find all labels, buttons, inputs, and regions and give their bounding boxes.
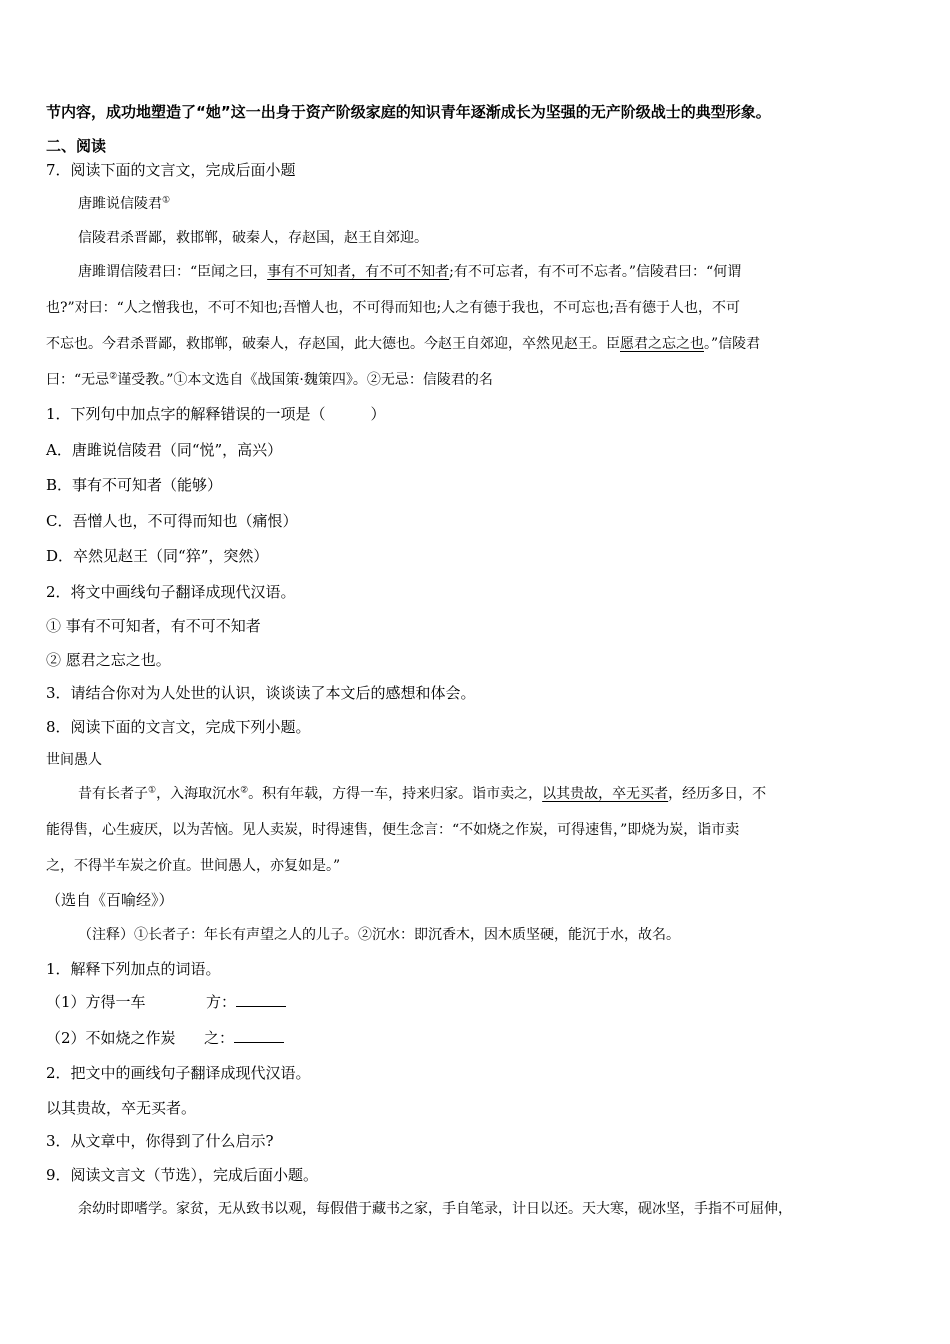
- q8-sub1-item-1-text: （1）方得一车: [46, 993, 146, 1011]
- q7-title: [78, 194, 170, 214]
- q7-option-d: D．卒然见赵王（同“猝”，突然）: [46, 547, 269, 565]
- q8-paragraph-line-2: 能得售，心生疲厌，以为苦恼。见人卖炭，时得速售，便生念言：“不如烧之作炭，可得速售，”即烧为炭，诣市卖: [46, 822, 740, 838]
- q8-source: （选自《百喻经》）: [46, 891, 174, 909]
- q7-p2-l3-a: 不忘也。今君杀晋鄙，救邯郸，破秦人，存赵国，此大德也。今赵王自郊迎，卒然见赵王。臣: [46, 336, 620, 352]
- q7-title-note: ①: [162, 195, 171, 206]
- q9-paragraph-1: 余幼时即嗜学。家贫，无从致书以观，每假借于藏书之家，手自笔录，计日以还。天大寒，砚冰坚，手指不可屈伸，: [78, 1201, 792, 1217]
- q7-option-c: C．吾憎人也，不可得而知也（痛恨）: [46, 512, 298, 530]
- q7-underlined-sentence-1: 事有不可知者，有不可不知者: [267, 264, 450, 280]
- q7-sub1: 1．下列句中加点字的解释错误的一项是（ ）: [46, 405, 386, 423]
- q7-option-a: A．唐雎说信陵君（同“悦”，高兴）: [46, 441, 283, 459]
- q7-underlined-sentence-2: 愿君之忘之也: [620, 336, 704, 352]
- q8-sub1-item-2-label: 之：: [204, 1029, 235, 1047]
- q9-stem: 9．阅读文言文（节选），完成后面小题。: [46, 1166, 319, 1184]
- q8-paragraph-line-1: [78, 784, 766, 804]
- q7-paragraph-2-line-1: [78, 262, 741, 282]
- q8-p1-note-1: ①: [148, 785, 157, 796]
- q8-underlined-sentence: 以其贵故，卒无买者: [542, 786, 669, 802]
- q7-p2-l4-note: ②: [109, 371, 118, 382]
- q7-p2-b: ;有不可忘者，有不可不忘者。”信陵君曰：“何谓: [449, 264, 742, 280]
- q7-p2-l4-a: 曰：“无忌: [46, 372, 110, 388]
- answer-blank[interactable]: [234, 1028, 284, 1043]
- q8-stem: 8．阅读下面的文言文，完成下列小题。: [46, 718, 311, 736]
- q8-sub1-item-2-text: （2）不如烧之作炭: [46, 1029, 176, 1047]
- q7-stem: 7．阅读下面的文言文，完成后面小题: [46, 161, 296, 179]
- q7-option-b: B．事有不可知者（能够）: [46, 476, 223, 494]
- q8-p1-b: ，入海取沉水: [156, 786, 241, 802]
- q8-sub1-item-2: [46, 1028, 284, 1048]
- q7-paragraph-2-line-4: [46, 370, 493, 390]
- section-title: 二、阅读: [46, 137, 107, 155]
- q7-sub2-item-2: ② 愿君之忘之也。: [46, 651, 171, 669]
- q7-paragraph-2-line-2: 也?”对曰：“人之憎我也，不可不知也;吾憎人也，不可得而知也;人之有德于我也，不可忘也;吾有德于人也，不可: [46, 300, 740, 316]
- q8-p1-d: ，经历多日，不: [668, 786, 767, 802]
- q8-sub1-item-1-label: 方：: [206, 993, 237, 1011]
- q7-p2-l3-b: 。”信陵君: [704, 336, 761, 352]
- q8-sub1: 1．解释下列加点的词语。: [46, 960, 221, 978]
- q7-title-text: 唐雎说信陵君: [78, 196, 162, 212]
- q7-paragraph-2-line-3: [46, 334, 760, 354]
- q8-sub2: 2．把文中的画线句子翻译成现代汉语。: [46, 1064, 311, 1082]
- q8-title: 世间愚人: [46, 752, 102, 768]
- q8-note: （注释）①长者子：年长有声望之人的儿子。②沉水：即沉香木，因木质坚硬，能沉于水，故名。: [78, 927, 680, 943]
- q8-p1-a: 昔有长者子: [78, 786, 148, 802]
- q7-sub2-item-1: ① 事有不可知者，有不可不知者: [46, 617, 261, 635]
- q8-sub2-text: 以其贵故，卒无买者。: [46, 1099, 197, 1117]
- q8-p1-note-2: ②: [240, 785, 249, 796]
- q7-p2-l4-b: 谨受教。”①本文选自《战国策·魏策四》。②无忌：信陵君的名: [117, 372, 493, 388]
- q7-paragraph-1: 信陵君杀晋鄙，救邯郸，破秦人，存赵国，赵王自郊迎。: [78, 230, 428, 246]
- q7-p2-a: 唐雎谓信陵君曰：“臣闻之曰，: [78, 264, 268, 280]
- q7-sub2: 2．将文中画线句子翻译成现代汉语。: [46, 583, 296, 601]
- q8-paragraph-line-3: 之，不得半车炭之价直。世间愚人，亦复如是。”: [46, 858, 341, 874]
- q7-sub3: 3．请结合你对为人处世的认识，谈谈读了本文后的感想和体会。: [46, 684, 476, 702]
- q8-p1-c: 。积有年载，方得一车，持来归家。诣市卖之，: [248, 786, 543, 802]
- q8-sub3: 3．从文章中，你得到了什么启示?: [46, 1132, 274, 1150]
- answer-blank[interactable]: [236, 992, 286, 1007]
- q8-sub1-item-1: [46, 992, 286, 1012]
- intro-text: 节内容，成功地塑造了“她”这一出身于资产阶级家庭的知识青年逐渐成长为坚强的无产阶级战士的典型形象。: [46, 103, 771, 121]
